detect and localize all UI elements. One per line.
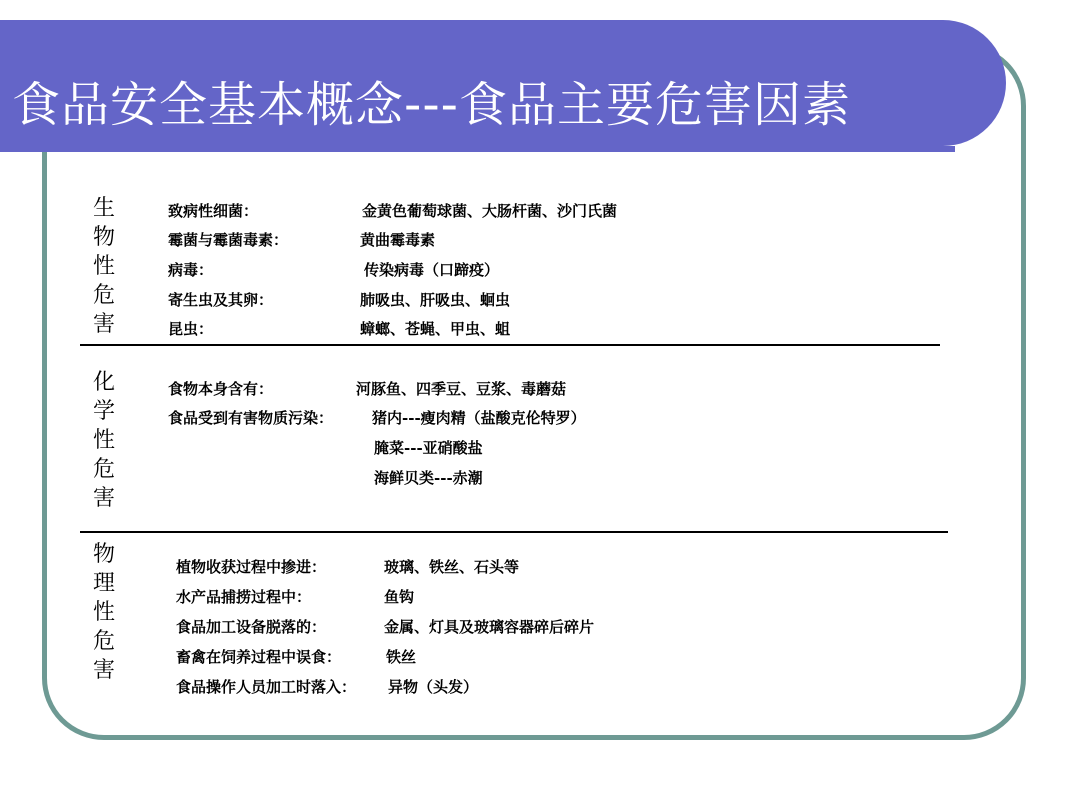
slide-title: 食品安全基本概念---食品主要危害因素 [12, 77, 851, 133]
hazard-item: 食物本身含有： [168, 380, 274, 398]
section-divider [80, 344, 940, 346]
hazard-item: 病毒： [168, 261, 214, 279]
title-bar [0, 20, 1006, 146]
category-label-chemical: 化学性危害 [92, 370, 115, 511]
category-label-biological: 生物性危害 [92, 196, 115, 337]
hazard-examples: 河豚鱼、四季豆、豆浆、毒蘑菇 [356, 380, 567, 398]
hazard-examples: 金黄色葡萄球菌、大肠杆菌、沙门氏菌 [362, 202, 618, 220]
hazard-examples: 鱼钩 [384, 588, 415, 606]
hazard-examples: 金属、灯具及玻璃容器碎后碎片 [384, 618, 595, 636]
hazard-examples: 传染病毒（口蹄疫） [364, 261, 500, 279]
hazard-item: 寄生虫及其卵： [168, 291, 274, 309]
hazard-item: 食品受到有害物质污染： [168, 409, 334, 427]
hazard-item: 昆虫： [168, 320, 214, 338]
hazard-examples: 黄曲霉毒素 [360, 231, 436, 249]
hazard-item: 食品加工设备脱落的： [176, 618, 327, 636]
hazard-examples: 异物（头发） [388, 678, 479, 696]
category-label-physical: 物理性危害 [92, 542, 115, 683]
section-divider [80, 531, 948, 533]
hazard-examples: 海鲜贝类---赤潮 [374, 469, 483, 487]
hazard-item: 植物收获过程中掺进： [176, 558, 327, 576]
hazard-examples: 猪内---瘦肉精（盐酸克伦特罗） [372, 409, 586, 427]
hazard-examples: 腌菜---亚硝酸盐 [374, 439, 483, 457]
hazard-item: 水产品捕捞过程中： [176, 588, 312, 606]
hazard-examples: 蟑螂、苍蝇、甲虫、蛆 [360, 320, 511, 338]
hazard-item: 致病性细菌： [168, 202, 259, 220]
hazard-examples: 玻璃、铁丝、石头等 [384, 558, 520, 576]
hazard-item: 畜禽在饲养过程中误食： [176, 648, 342, 666]
hazard-item: 食品操作人员加工时落入： [176, 678, 357, 696]
hazard-item: 霉菌与霉菌毒素： [168, 231, 289, 249]
hazard-examples: 铁丝 [386, 648, 417, 666]
hazard-examples: 肺吸虫、肝吸虫、蛔虫 [360, 291, 511, 309]
title-underline [0, 146, 955, 152]
